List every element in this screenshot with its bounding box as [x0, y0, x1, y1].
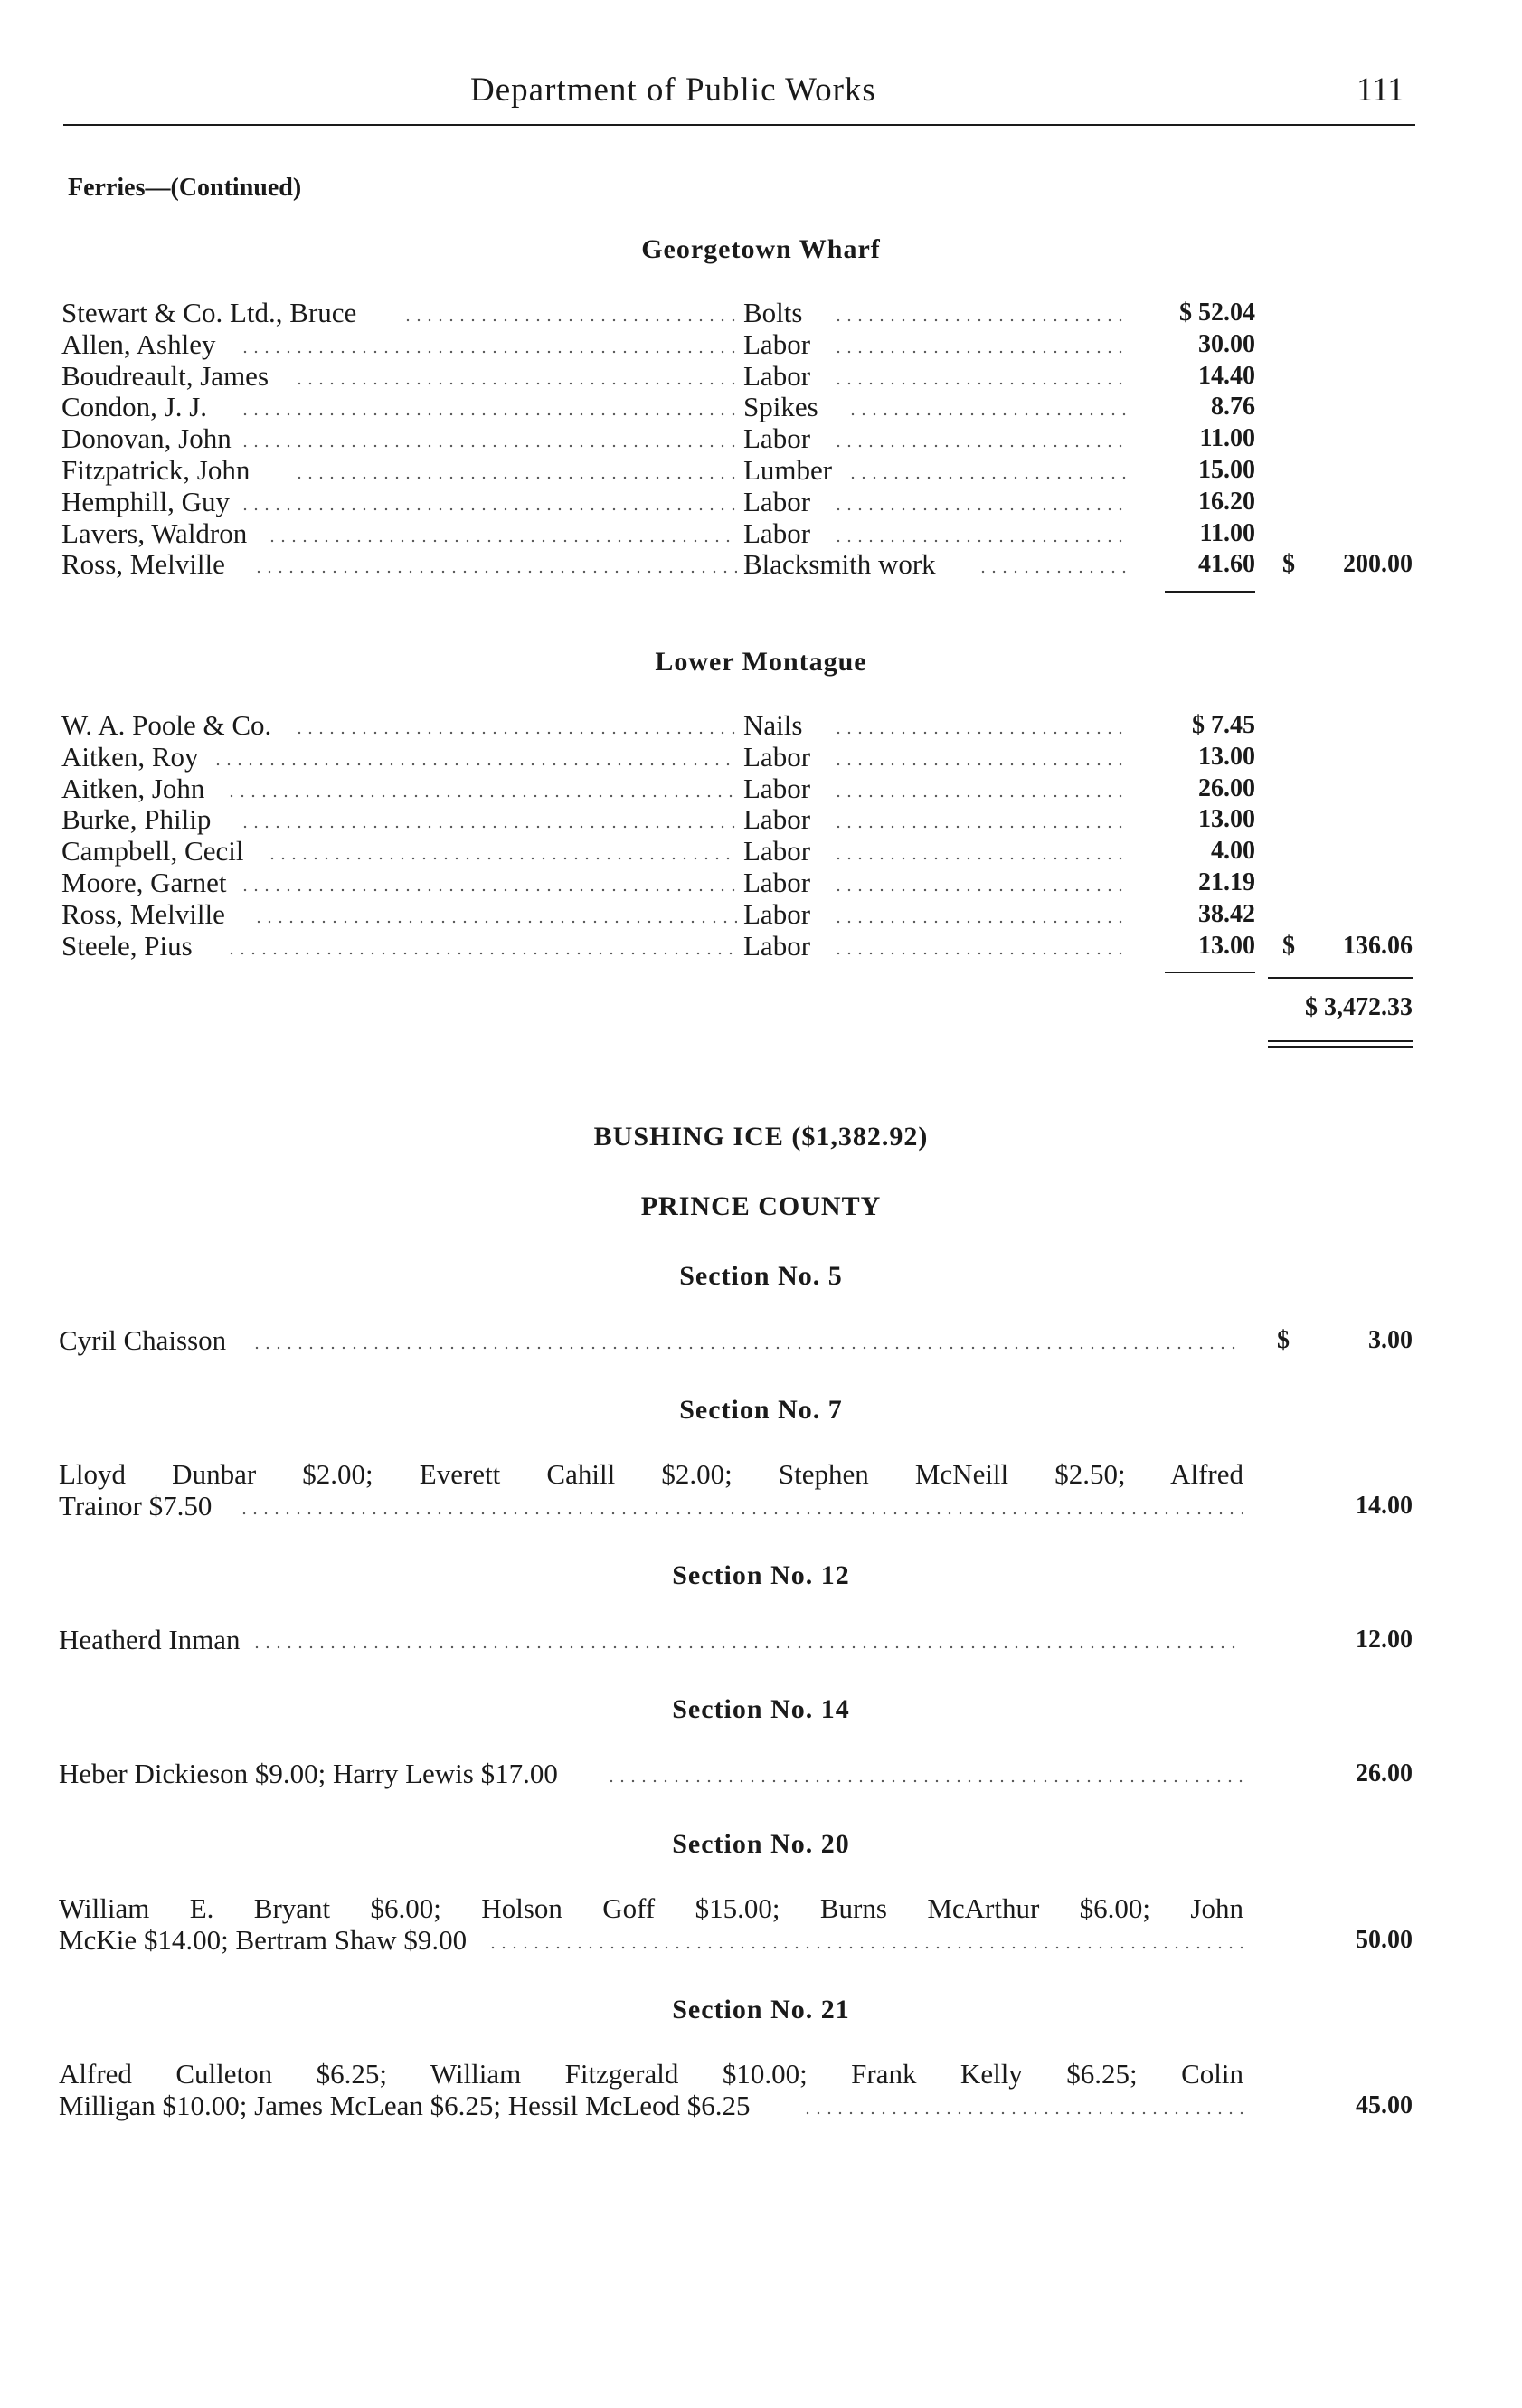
dot-leader	[833, 382, 1126, 385]
dot-leader	[294, 731, 737, 735]
ledger-row	[0, 773, 1522, 805]
item-description: Labor	[743, 485, 811, 517]
payee-name: Boudreault, James	[61, 359, 269, 392]
dot-leader	[833, 825, 1126, 829]
item-description: Labor	[743, 772, 811, 804]
dot-leader	[240, 444, 737, 448]
payee-name: Aitken, Roy	[61, 740, 199, 773]
dot-leader	[213, 763, 737, 766]
payee-name: Campbell, Cecil	[61, 835, 244, 867]
payee-name: Stewart & Co. Ltd., Bruce	[61, 297, 357, 328]
ledger-row	[0, 835, 1522, 867]
ledger-row	[0, 898, 1522, 931]
dot-leader	[294, 382, 737, 385]
ledger-row	[0, 548, 1522, 581]
dot-leader	[833, 539, 1126, 543]
payee-name: Burke, Philip	[61, 803, 212, 836]
dot-leader	[240, 888, 737, 892]
page-number: 111	[1357, 71, 1404, 109]
payee-name: Ross, Melville	[61, 548, 225, 581]
item-amount: $ 52.04	[1179, 299, 1255, 327]
dot-leader	[226, 952, 737, 955]
ledger-row	[0, 930, 1522, 962]
payee-name: Steele, Pius	[61, 929, 193, 962]
item-description: Labor	[743, 422, 811, 455]
ledger-row	[0, 360, 1522, 393]
bushing-ice-heading: BUSHING ICE ($1,382.92)	[593, 1122, 929, 1152]
prince-county-heading: PRINCE COUNTY	[640, 1191, 882, 1221]
section-dollar-sign: $	[1277, 1326, 1290, 1354]
ledger-row	[0, 454, 1522, 487]
dot-leader	[226, 794, 737, 798]
subtotal-rule	[1165, 972, 1255, 973]
dot-leader	[253, 920, 737, 924]
dot-leader	[240, 350, 737, 354]
item-amount: 11.00	[1199, 518, 1255, 547]
grand-total-rule-bottom-2	[1268, 1046, 1413, 1048]
item-description: Labor	[743, 803, 811, 836]
grand-total-rule-bottom-1	[1268, 1040, 1413, 1042]
payee-name: Ross, Melville	[61, 897, 225, 930]
section-amount: 3.00	[1368, 1326, 1413, 1354]
running-title: Department of Public Works	[470, 71, 876, 109]
item-amount: 13.00	[1198, 931, 1255, 960]
dot-leader	[606, 1779, 1244, 1783]
item-amount: 8.76	[1211, 393, 1255, 422]
dot-leader	[487, 1946, 1243, 1949]
section-line: William E. Bryant $6.00; Holson Goff $15.00; Burns McArthur $6.00; John	[59, 1892, 1243, 1924]
item-amount: 30.00	[1198, 329, 1255, 358]
dot-leader	[833, 507, 1126, 511]
payee-name: Condon, J. J.	[61, 391, 208, 423]
payee-name: Moore, Garnet	[61, 867, 227, 898]
dot-leader	[833, 444, 1126, 448]
dot-leader	[240, 507, 737, 511]
subtotal-amount: 200.00	[1343, 550, 1413, 579]
section-amount: 45.00	[1356, 2091, 1413, 2119]
ledger-row	[0, 803, 1522, 836]
section-line: Heatherd Inman	[59, 1624, 241, 1655]
grand-total: $ 3,472.33	[1305, 993, 1413, 1021]
dot-leader	[251, 1645, 1243, 1649]
section-line: Lloyd Dunbar $2.00; Everett Cahill $2.00; Stephen McNeill $2.50; Alfred	[59, 1458, 1243, 1490]
payee-name: Aitken, John	[61, 772, 205, 804]
item-description: Labor	[743, 929, 811, 962]
item-description: Nails	[743, 709, 803, 741]
dot-leader	[833, 794, 1126, 798]
dot-leader	[833, 731, 1126, 735]
section-line: Milligan $10.00; James McLean $6.25; Hessil McLeod $6.25	[59, 2090, 751, 2121]
item-description: Labor	[743, 897, 811, 930]
item-description: Spikes	[743, 391, 818, 423]
dot-leader	[294, 476, 737, 479]
payee-name: Lavers, Waldron	[61, 517, 248, 549]
dot-leader	[978, 570, 1126, 574]
lower-montague-heading: Lower Montague	[655, 647, 867, 677]
item-amount: 14.40	[1198, 361, 1255, 390]
ledger-row	[0, 391, 1522, 423]
dot-leader	[239, 1512, 1244, 1515]
item-description: Labor	[743, 327, 811, 360]
item-description: Labor	[743, 835, 811, 867]
continued-label: Ferries—(Continued)	[68, 174, 302, 202]
dot-leader	[833, 920, 1126, 924]
grand-total-rule-top	[1268, 977, 1413, 979]
item-description: Labor	[743, 740, 811, 773]
dot-leader	[833, 888, 1126, 892]
subtotal-amount: 136.06	[1343, 931, 1413, 960]
ledger-row	[0, 517, 1522, 550]
ledger-row	[0, 422, 1522, 455]
ledger-row	[0, 867, 1522, 899]
payee-name: Hemphill, Guy	[61, 485, 230, 517]
georgetown-heading: Georgetown Wharf	[641, 234, 881, 264]
item-description: Labor	[743, 517, 811, 549]
item-amount: 15.00	[1198, 456, 1255, 484]
section-line: Heber Dickieson $9.00; Harry Lewis $17.00	[59, 1758, 558, 1789]
item-amount: 11.00	[1199, 424, 1255, 453]
section-heading: Section No. 5	[679, 1261, 843, 1291]
dot-leader	[802, 2111, 1243, 2115]
item-description: Labor	[743, 359, 811, 392]
section-line: Cyril Chaisson	[59, 1324, 227, 1356]
ledger-row	[0, 709, 1522, 742]
section-heading: Section No. 21	[672, 1995, 850, 2024]
item-description: Blacksmith work	[743, 548, 936, 581]
dot-leader	[253, 570, 737, 574]
section-amount: 12.00	[1356, 1626, 1413, 1654]
dot-leader	[240, 412, 737, 416]
total-dollar-sign: $	[1282, 931, 1295, 960]
item-amount: 38.42	[1198, 899, 1255, 928]
dot-leader	[833, 952, 1126, 955]
section-heading: Section No. 20	[672, 1829, 850, 1859]
section-line: Alfred Culleton $6.25; William Fitzgerald $10.00; Frank Kelly $6.25; Colin	[59, 2058, 1243, 2090]
payee-name: W. A. Poole & Co.	[61, 709, 272, 741]
item-amount: 26.00	[1198, 773, 1255, 802]
section-heading: Section No. 12	[672, 1560, 850, 1590]
section-amount: 50.00	[1356, 1926, 1413, 1954]
item-amount: 16.20	[1198, 487, 1255, 516]
dot-leader	[267, 539, 737, 543]
payee-name: Fitzpatrick, John	[61, 454, 251, 486]
dot-leader	[833, 763, 1126, 766]
item-amount: 41.60	[1198, 550, 1255, 579]
dot-leader	[833, 350, 1126, 354]
ledger-row	[0, 297, 1522, 329]
item-amount: 13.00	[1198, 742, 1255, 771]
item-amount: $ 7.45	[1192, 711, 1255, 739]
header-rule	[63, 124, 1415, 126]
section-amount: 26.00	[1356, 1759, 1413, 1787]
ledger-row	[0, 486, 1522, 518]
ledger-row	[0, 741, 1522, 773]
payee-name: Donovan, John	[61, 422, 232, 455]
item-description: Lumber	[743, 454, 833, 486]
subtotal-rule	[1165, 591, 1255, 593]
dot-leader	[833, 318, 1126, 322]
total-dollar-sign: $	[1282, 550, 1295, 579]
section-line: Trainor $7.50	[59, 1490, 213, 1522]
item-amount: 13.00	[1198, 805, 1255, 834]
dot-leader	[240, 825, 737, 829]
section-amount: 14.00	[1356, 1492, 1413, 1520]
dot-leader	[847, 412, 1126, 416]
ledger-row	[0, 328, 1522, 361]
section-heading: Section No. 14	[672, 1694, 850, 1724]
item-description: Bolts	[743, 297, 803, 328]
payee-name: Allen, Ashley	[61, 327, 216, 360]
item-amount: 4.00	[1211, 837, 1255, 866]
dot-leader	[267, 857, 737, 860]
section-line: McKie $14.00; Bertram Shaw $9.00	[59, 1924, 468, 1956]
section-heading: Section No. 7	[679, 1395, 843, 1425]
dot-leader	[402, 318, 737, 322]
dot-leader	[833, 857, 1126, 860]
item-amount: 21.19	[1198, 868, 1255, 896]
dot-leader	[847, 476, 1126, 479]
dot-leader	[251, 1346, 1243, 1350]
item-description: Labor	[743, 867, 811, 898]
